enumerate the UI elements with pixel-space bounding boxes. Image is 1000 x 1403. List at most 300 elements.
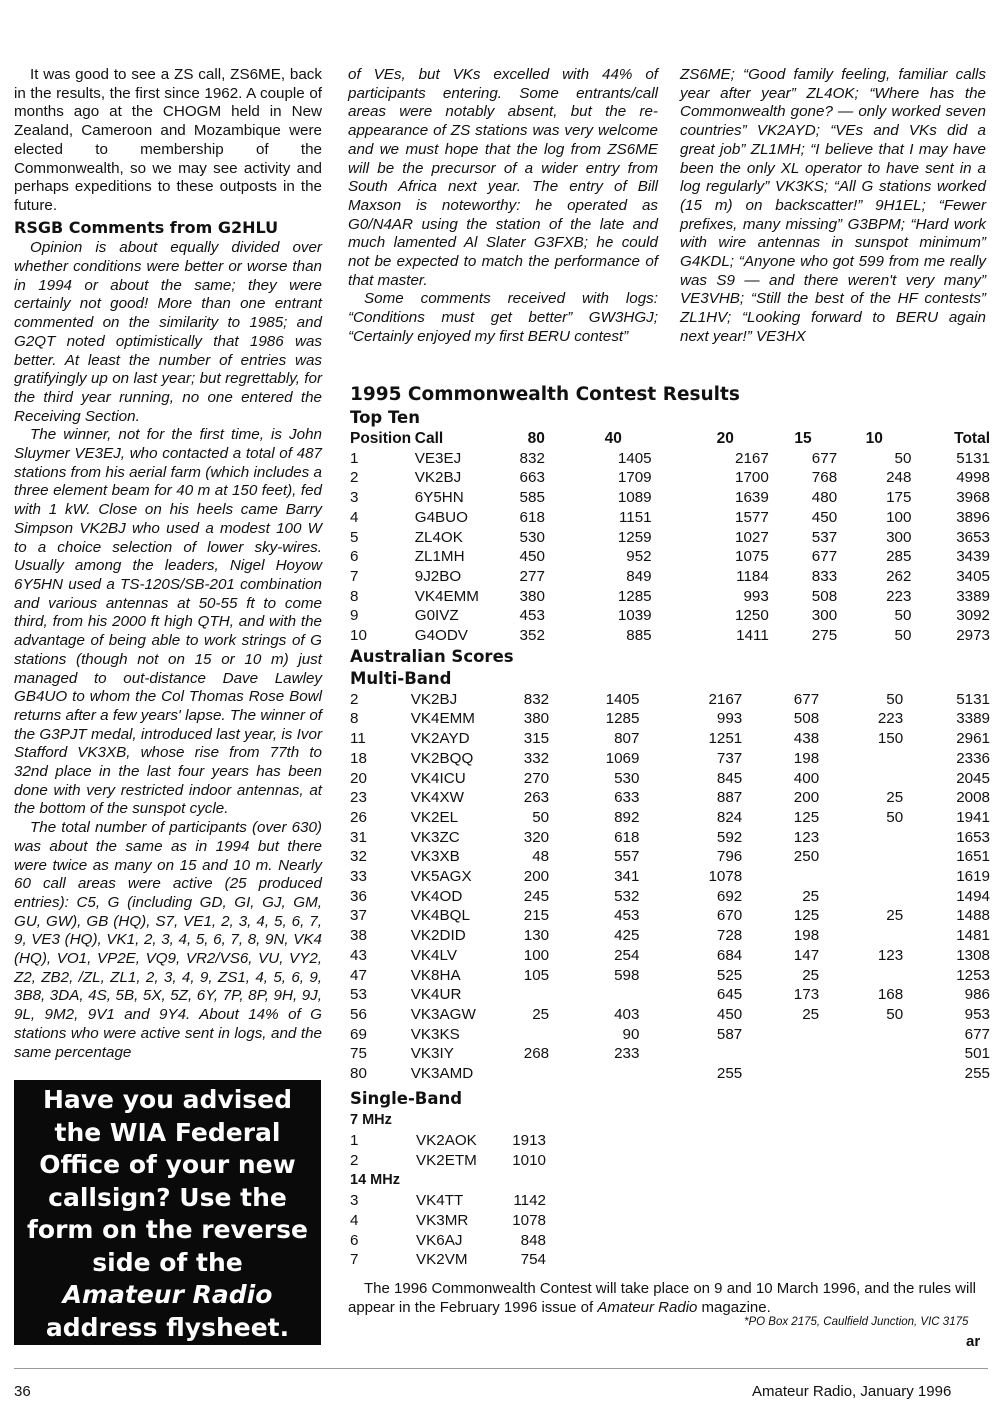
table-row — [350, 1191, 546, 1211]
call-cell: VK3KS — [410, 1025, 460, 1043]
score-80-cell: 277 — [519, 567, 545, 585]
score-80-cell: 315 — [523, 730, 550, 748]
score-15-cell: 768 — [811, 469, 838, 487]
column-middle — [348, 66, 658, 347]
score-cell: 1913 — [512, 1131, 546, 1149]
total-cell: 3092 — [956, 607, 990, 625]
total-cell: 1253 — [956, 966, 990, 984]
call-cell: VK2ETM — [416, 1151, 477, 1169]
total-cell: 3896 — [956, 508, 990, 526]
score-10-cell: 50 — [886, 690, 904, 708]
score-15-cell: 198 — [793, 749, 820, 767]
score-15-cell: 250 — [793, 848, 820, 866]
next-contest-note — [348, 1280, 988, 1317]
score-80-cell: 105 — [523, 966, 550, 984]
score-10-cell — [819, 926, 903, 946]
call-cell: VK2DID — [410, 927, 466, 945]
total-cell: 3389 — [956, 587, 990, 605]
score-40-cell: 557 — [614, 848, 640, 866]
call-cell: VK3ZC — [410, 828, 460, 846]
col-header-20: 20 — [716, 430, 734, 447]
table-row — [350, 1211, 546, 1231]
score-40-cell: 254 — [614, 946, 640, 964]
total-cell: 5131 — [956, 449, 990, 467]
score-cell: 1010 — [512, 1151, 546, 1169]
score-20-cell: 692 — [716, 887, 743, 905]
score-15-cell: 438 — [793, 730, 820, 748]
call-cell: VK4EMM — [414, 587, 479, 605]
score-20-cell: 824 — [716, 808, 743, 826]
col-header-10: 10 — [865, 430, 883, 447]
score-40-cell: 633 — [614, 789, 640, 807]
position-cell: 3 — [350, 1192, 359, 1210]
score-40-cell: 1089 — [617, 489, 652, 507]
comments-paragraph-1: Opinion is about equally divided over whether conditions were better or worse than in 1994 or about the same; they were certainly not good! More than one entrant commented on the similarity to 1985; and G2QT noted optimistically that 1986 was better. At least the number of entries was gratifyingly up on last year; but regrettably, for the third year running, no one entered the Receiving Section. — [14, 239, 322, 425]
score-80-cell — [493, 985, 549, 1005]
score-40-cell: 90 — [622, 1025, 640, 1043]
position-cell: 7 — [350, 1251, 359, 1269]
position-cell: 38 — [350, 927, 367, 945]
page-number: 36 — [14, 1383, 31, 1400]
score-20-cell: 796 — [716, 848, 743, 866]
call-cell: VK4XW — [410, 789, 464, 807]
score-80-cell: 245 — [523, 887, 550, 905]
score-10-cell: 168 — [877, 986, 904, 1004]
singleband-14-rows — [350, 1191, 546, 1270]
score-15-cell: 677 — [811, 548, 838, 566]
position-cell: 2 — [350, 690, 359, 708]
position-cell: 56 — [350, 1005, 367, 1023]
score-40-cell: 425 — [614, 927, 640, 945]
po-box-address: *PO Box 2175, Caulfield Junction, VIC 3175 — [744, 1316, 969, 1328]
score-20-cell: 845 — [716, 769, 743, 787]
score-15-cell: 125 — [793, 907, 820, 925]
table-header-row — [350, 429, 990, 449]
score-10-cell: 50 — [886, 808, 904, 826]
call-cell: VK2AYD — [410, 730, 470, 748]
score-10-cell — [819, 867, 903, 887]
call-cell: ZL4OK — [414, 528, 463, 546]
note-magazine-title: Amateur Radio — [597, 1298, 698, 1316]
score-15-cell: 400 — [793, 769, 820, 787]
score-10-cell — [819, 966, 903, 986]
total-cell: 2008 — [956, 789, 990, 807]
total-cell: 2961 — [956, 730, 990, 748]
score-40-cell: 807 — [614, 730, 640, 748]
call-cell: VK2AOK — [416, 1131, 477, 1149]
total-cell: 986 — [964, 986, 990, 1004]
band-7mhz-label: 7 MHz — [350, 1111, 392, 1128]
top-ten-heading: Top Ten — [350, 408, 420, 427]
score-40-cell: 1069 — [605, 749, 640, 767]
comments-paragraph-5: Some comments received with logs: “Conditions must get better” GW3HGJ; “Certainly enjoyed my first BERU contest” — [348, 290, 658, 345]
score-80-cell: 270 — [523, 769, 550, 787]
banner-line: Have you advised — [42, 1085, 293, 1114]
score-10-cell — [819, 1044, 903, 1064]
score-80-cell: 130 — [523, 927, 550, 945]
score-40-cell: 403 — [614, 1005, 640, 1023]
score-20-cell: 1184 — [736, 567, 769, 585]
score-20-cell: 1027 — [735, 528, 769, 546]
score-20-cell: 1700 — [735, 469, 769, 487]
score-15-cell: 300 — [811, 607, 838, 625]
total-cell: 1308 — [956, 946, 990, 964]
score-80-cell: 263 — [523, 789, 550, 807]
table-row — [350, 547, 990, 567]
position-cell: 37 — [350, 907, 367, 925]
call-cell: VK2BJ — [410, 690, 458, 708]
position-cell: 53 — [350, 986, 367, 1004]
position-cell: 26 — [350, 808, 367, 826]
score-40-cell: 233 — [614, 1045, 640, 1063]
score-40-cell: 453 — [614, 907, 640, 925]
position-cell: 23 — [350, 789, 367, 807]
banner-line: Amateur Radio — [62, 1280, 273, 1309]
note-text-before: The 1996 Commonwealth Contest will take place on 9 and 10 March 1996, and the rules will appear in the February 1996 issue of — [348, 1280, 977, 1316]
score-40-cell: 1039 — [617, 607, 652, 625]
table-row — [350, 985, 990, 1005]
score-40-cell: 532 — [614, 887, 640, 905]
score-20-cell: 684 — [716, 946, 743, 964]
score-15-cell: 200 — [793, 789, 820, 807]
total-cell: 1494 — [956, 887, 990, 905]
score-20-cell: 728 — [716, 927, 743, 945]
score-40-cell: 1405 — [617, 449, 652, 467]
table-row — [350, 847, 990, 867]
score-15-cell — [742, 1064, 819, 1084]
score-20-cell: 587 — [716, 1025, 743, 1043]
position-cell: 10 — [350, 627, 367, 645]
score-20-cell — [639, 1044, 742, 1064]
note-text-after: magazine. — [697, 1298, 771, 1316]
score-40-cell — [549, 1064, 639, 1084]
score-20-cell: 1078 — [708, 868, 743, 886]
quotes-paragraph: ZS6ME; “Good family feeling, familiar calls year after year” ZL4OK; “Where has the Commonwealth gone? — only worked seven countries” VK2AYD; “VEs and VKs did a great job” ZL1MH; “I believe that I may have been the only XL operator to have sent in a log regularly” VK3KS; “All G stations worked (15 m) on backscatter!” 9H1EL; “Fewer prefixes, many missing” G3BPM; “Hard work with wire antennas in sunspot minimum” G4KDL; “Anyone who got 599 from me really was S9 — and there weren't very many” VE3VHB; “Still the best of the HF contests” ZL1HV; “Looking forward to BERU again next year!” VE3HX — [680, 66, 986, 345]
rsgb-comments-heading: RSGB Comments from G2HLU — [14, 217, 279, 237]
table-row — [350, 528, 990, 548]
call-cell: VK5AGX — [410, 868, 472, 886]
table-row — [350, 587, 990, 607]
score-80-cell: 352 — [519, 627, 545, 645]
call-cell: G0IVZ — [414, 607, 459, 625]
col-header-position: Position — [350, 430, 412, 447]
call-cell: VK3XB — [410, 848, 460, 866]
col-header-40: 40 — [604, 430, 622, 447]
score-80-cell: 832 — [523, 690, 550, 708]
score-10-cell: 100 — [886, 508, 912, 526]
call-cell: VK4ICU — [410, 769, 466, 787]
table-row — [350, 1064, 990, 1084]
score-20-cell: 1411 — [736, 627, 769, 645]
table-row — [350, 966, 990, 986]
score-10-cell: 300 — [886, 528, 912, 546]
call-cell: VE3EJ — [414, 449, 462, 467]
banner-line: address flysheet. — [45, 1312, 290, 1342]
top-ten-rows — [350, 449, 990, 646]
score-15-cell: 677 — [793, 690, 820, 708]
score-20-cell: 255 — [716, 1065, 743, 1083]
call-cell: G4ODV — [414, 627, 468, 645]
score-20-cell: 1639 — [735, 489, 769, 507]
score-40-cell: 598 — [614, 966, 640, 984]
position-cell: 32 — [350, 848, 367, 866]
score-20-cell: 1251 — [708, 730, 743, 748]
score-10-cell: 248 — [886, 469, 912, 487]
position-cell: 7 — [350, 567, 359, 585]
position-cell: 80 — [350, 1065, 367, 1083]
table-row — [350, 488, 990, 508]
total-cell: 2045 — [956, 769, 990, 787]
table-row — [350, 828, 990, 848]
total-cell: 2973 — [956, 627, 990, 645]
score-20-cell: 450 — [716, 1005, 743, 1023]
table-row — [350, 606, 990, 626]
score-10-cell: 50 — [894, 627, 912, 645]
top-ten-table — [350, 429, 990, 646]
total-cell: 1651 — [956, 848, 990, 866]
total-cell: 1619 — [956, 868, 990, 886]
position-cell: 47 — [350, 966, 367, 984]
score-80-cell: 585 — [519, 489, 545, 507]
score-20-cell: 2167 — [708, 690, 743, 708]
score-15-cell: 508 — [793, 710, 820, 728]
score-10-cell: 175 — [886, 489, 912, 507]
end-mark: ar — [966, 1333, 981, 1350]
score-10-cell — [819, 828, 903, 848]
score-cell: 1078 — [512, 1211, 546, 1229]
score-10-cell: 25 — [886, 907, 904, 925]
score-80-cell: 380 — [519, 587, 545, 605]
position-cell: 6 — [350, 1231, 359, 1249]
score-80-cell — [493, 1025, 549, 1045]
score-80-cell: 48 — [532, 848, 550, 866]
score-cell: 1142 — [513, 1192, 546, 1210]
col-header-call: Call — [414, 430, 444, 447]
total-cell: 255 — [964, 1065, 990, 1083]
score-15-cell: 173 — [793, 986, 820, 1004]
score-80-cell: 618 — [519, 508, 545, 526]
score-40-cell: 1405 — [605, 690, 640, 708]
comments-paragraph-3: The total number of participants (over 630) was about the same as in 1994 but there were twice as many on 15 and 10 m. Nearly 60 call areas were active (25 produced entries): C5, G (including GD, GI, GJ, GM, GU, GW), GB (HQ), S7, VE1, 2, 3, 4, 5, 6, 7, 9, VE3 (HQ), VK1, 2, 3, 4, 5, 6, 7, 8, 9N, VK4 (HQ), VO1, VP2E, VQ9, VR2/VS6, VU, VY2, Z2, ZB2, /ZL, ZL1, 2, 3, 4, 9, ZS1, 4, 5, 6, 9, 3B8, 3DA, 4S, 5B, 5X, 5Z, 6Y, 7P, 8P, 9H, 9J, 9L, 9M2, 9V1 and 9Y4. About 14% of G stations who were active sent in logs, and the same percentage — [14, 819, 322, 1061]
total-cell: 1488 — [956, 907, 990, 925]
call-cell: VK2EL — [410, 808, 459, 826]
table-row — [350, 788, 990, 808]
call-cell: VK4LV — [410, 946, 457, 964]
score-20-cell: 1577 — [735, 508, 769, 526]
score-20-cell: 670 — [716, 907, 743, 925]
position-cell: 5 — [350, 528, 359, 546]
position-cell: 4 — [350, 1211, 359, 1229]
call-cell: VK3MR — [416, 1211, 469, 1229]
score-80-cell: 663 — [519, 469, 545, 487]
results-title: 1995 Commonwealth Contest Results — [350, 384, 740, 405]
table-row — [350, 1005, 990, 1025]
score-15-cell: 833 — [811, 567, 838, 585]
score-80-cell: 320 — [523, 828, 550, 846]
score-20-cell: 525 — [716, 966, 743, 984]
table-row — [350, 729, 990, 749]
score-15-cell: 677 — [811, 449, 838, 467]
position-cell: 31 — [350, 828, 367, 846]
table-row — [350, 1231, 546, 1251]
score-10-cell: 25 — [886, 789, 904, 807]
callsign-notice-banner — [14, 1080, 321, 1345]
score-15-cell: 123 — [793, 828, 820, 846]
position-cell: 6 — [350, 548, 359, 566]
call-cell: VK2VM — [416, 1251, 468, 1269]
position-cell: 3 — [350, 489, 359, 507]
total-cell: 1653 — [956, 828, 990, 846]
table-row — [350, 867, 990, 887]
position-cell: 1 — [350, 1131, 359, 1149]
position-cell: 33 — [350, 868, 367, 886]
score-10-cell: 262 — [886, 567, 912, 585]
note-paragraph — [348, 1280, 988, 1317]
singleband-7-table — [350, 1131, 546, 1170]
call-cell: VK4EMM — [410, 710, 475, 728]
call-cell: VK8HA — [410, 966, 461, 984]
multiband-rows — [350, 690, 990, 1084]
score-15-cell: 198 — [793, 927, 820, 945]
score-15-cell: 508 — [811, 587, 838, 605]
australian-scores-heading: Australian Scores — [350, 646, 514, 666]
comments-paragraph-4: of VEs, but VKs excelled with 44% of participants entering. Some entrants/call areas were notably absent, but the re-appearance of ZS stations was very welcome and we must hope that the log from ZS6ME will be the precursor of a wider entry from South Africa next year. The entry of Bill Maxson is noteworthy: he operated as G0/N4AR using the station of the late and much lamented Al Slater G3FXB; he could not be expected to match the performance of that master. — [348, 66, 658, 289]
score-10-cell: 50 — [886, 1005, 904, 1023]
score-10-cell: 123 — [877, 946, 904, 964]
intro-paragraph: It was good to see a ZS call, ZS6ME, back in the results, the first since 1962. A couple of months ago at the CHOGM held in New Zealand, Cameroon and Mozambique were elected to membership of the Commonwealth, so we may see activity and perhaps expeditions to these outposts in the future. — [14, 66, 322, 214]
table-row — [350, 567, 990, 587]
score-cell: 848 — [520, 1231, 546, 1249]
banner-line: side of the — [92, 1247, 243, 1277]
score-40-cell: 1709 — [617, 469, 652, 487]
score-40-cell: 618 — [614, 828, 640, 846]
score-40-cell: 530 — [614, 769, 640, 787]
call-cell: VK4OD — [410, 887, 463, 905]
score-20-cell: 737 — [716, 749, 743, 767]
score-15-cell: 25 — [802, 966, 820, 984]
score-10-cell: 285 — [886, 548, 912, 566]
score-15-cell — [742, 1044, 819, 1064]
singleband-14-table — [350, 1191, 546, 1270]
banner-line: the WIA Federal — [54, 1117, 281, 1147]
score-15-cell: 480 — [811, 489, 838, 507]
score-10-cell — [819, 1064, 903, 1084]
score-20-cell: 993 — [743, 587, 769, 605]
score-40-cell: 1285 — [605, 710, 640, 728]
position-cell: 75 — [350, 1045, 367, 1063]
total-cell: 953 — [964, 1005, 990, 1023]
score-10-cell — [819, 887, 903, 907]
total-cell: 3968 — [956, 489, 990, 507]
score-20-cell: 1075 — [735, 548, 769, 566]
table-row — [350, 1025, 990, 1045]
score-10-cell: 223 — [877, 710, 904, 728]
score-40-cell: 1151 — [618, 508, 652, 526]
score-80-cell: 453 — [519, 607, 545, 625]
score-10-cell — [819, 769, 903, 789]
col-header-80: 80 — [527, 430, 545, 447]
score-40-cell: 952 — [626, 548, 652, 566]
score-10-cell: 50 — [894, 449, 912, 467]
score-80-cell: 332 — [523, 749, 550, 767]
score-15-cell: 450 — [811, 508, 838, 526]
score-10-cell: 150 — [877, 730, 904, 748]
table-row — [350, 1044, 990, 1064]
multiband-heading: Multi-Band — [350, 668, 452, 688]
call-cell: VK3AMD — [410, 1065, 474, 1083]
column-left — [14, 66, 322, 1062]
position-cell: 9 — [350, 607, 359, 625]
table-row — [350, 769, 990, 789]
score-80-cell: 215 — [523, 907, 550, 925]
total-cell: 3653 — [956, 528, 990, 546]
multiband-table — [350, 690, 990, 1084]
position-cell: 8 — [350, 710, 359, 728]
banner-line: callsign? Use the — [48, 1182, 287, 1212]
call-cell: ZL1MH — [414, 548, 465, 566]
score-15-cell: 125 — [793, 808, 820, 826]
score-15-cell: 147 — [793, 946, 820, 964]
table-row — [350, 906, 990, 926]
footer-divider — [14, 1368, 988, 1369]
score-80-cell: 268 — [523, 1045, 550, 1063]
score-15-cell — [742, 867, 819, 887]
score-15-cell: 537 — [811, 528, 838, 546]
col-header-15: 15 — [794, 430, 812, 447]
score-15-cell: 25 — [802, 1005, 820, 1023]
score-80-cell: 530 — [519, 528, 545, 546]
score-80-cell: 832 — [519, 449, 545, 467]
table-row — [350, 690, 990, 710]
table-row — [350, 1250, 546, 1270]
score-40-cell: 341 — [614, 868, 640, 886]
score-40-cell: 885 — [626, 627, 652, 645]
table-row — [350, 449, 990, 469]
total-cell: 5131 — [956, 690, 990, 708]
call-cell: VK3IY — [410, 1045, 454, 1063]
table-row — [350, 887, 990, 907]
position-cell: 4 — [350, 508, 359, 526]
table-row — [350, 1151, 546, 1171]
position-cell: 36 — [350, 887, 367, 905]
position-cell: 43 — [350, 946, 367, 964]
total-cell: 677 — [964, 1025, 990, 1043]
comments-paragraph-2: The winner, not for the first time, is John Sluymer VE3EJ, who contacted a total of 487 stations from his aerial farm (which includes a three element beam for 40 m at 150 feet), fed with 1 kW. Close on his heels came Barry Simpson VK2BJ who used a modest 100 W to a choice selection of lower sky-wires. Usually among the leaders, Nigel Hoyow 6Y5HN used a TS-120S/SB-201 combination and various antennas at 50-55 ft to come third, from his 2000 ft high QTH, and with the advantage of being able to work strings of G stations (though not on 15 or 10 m) just managed to out-distance Dave Lawley GB4UO to whom the Col Thomas Rose Bowl returns after a few years' lapse. The winner of the G3PJT medal, introduced last year, is Ivor Stafford VK3XB, whose rise from 77th to 32nd place in the last four years has been done with very restricted indoor antennas, at the bottom of the sunspot cycle. — [14, 426, 322, 818]
score-20-cell: 993 — [716, 710, 743, 728]
position-cell: 11 — [350, 730, 366, 748]
call-cell: VK3AGW — [410, 1005, 476, 1023]
total-cell: 2336 — [956, 749, 990, 767]
score-10-cell — [819, 1025, 903, 1045]
total-cell: 3389 — [956, 710, 990, 728]
score-15-cell: 25 — [802, 887, 820, 905]
table-row — [350, 626, 990, 646]
table-row — [350, 468, 990, 488]
table-row — [350, 946, 990, 966]
score-80-cell: 380 — [523, 710, 550, 728]
score-80-cell: 50 — [532, 808, 550, 826]
score-15-cell — [742, 1025, 819, 1045]
score-15-cell: 275 — [811, 627, 838, 645]
position-cell: 20 — [350, 769, 367, 787]
total-cell: 3405 — [956, 567, 990, 585]
score-20-cell: 2167 — [735, 449, 769, 467]
call-cell: G4BUO — [414, 508, 468, 526]
column-right — [680, 66, 986, 347]
table-row — [350, 808, 990, 828]
score-10-cell — [819, 749, 903, 769]
total-cell: 1481 — [956, 927, 990, 945]
